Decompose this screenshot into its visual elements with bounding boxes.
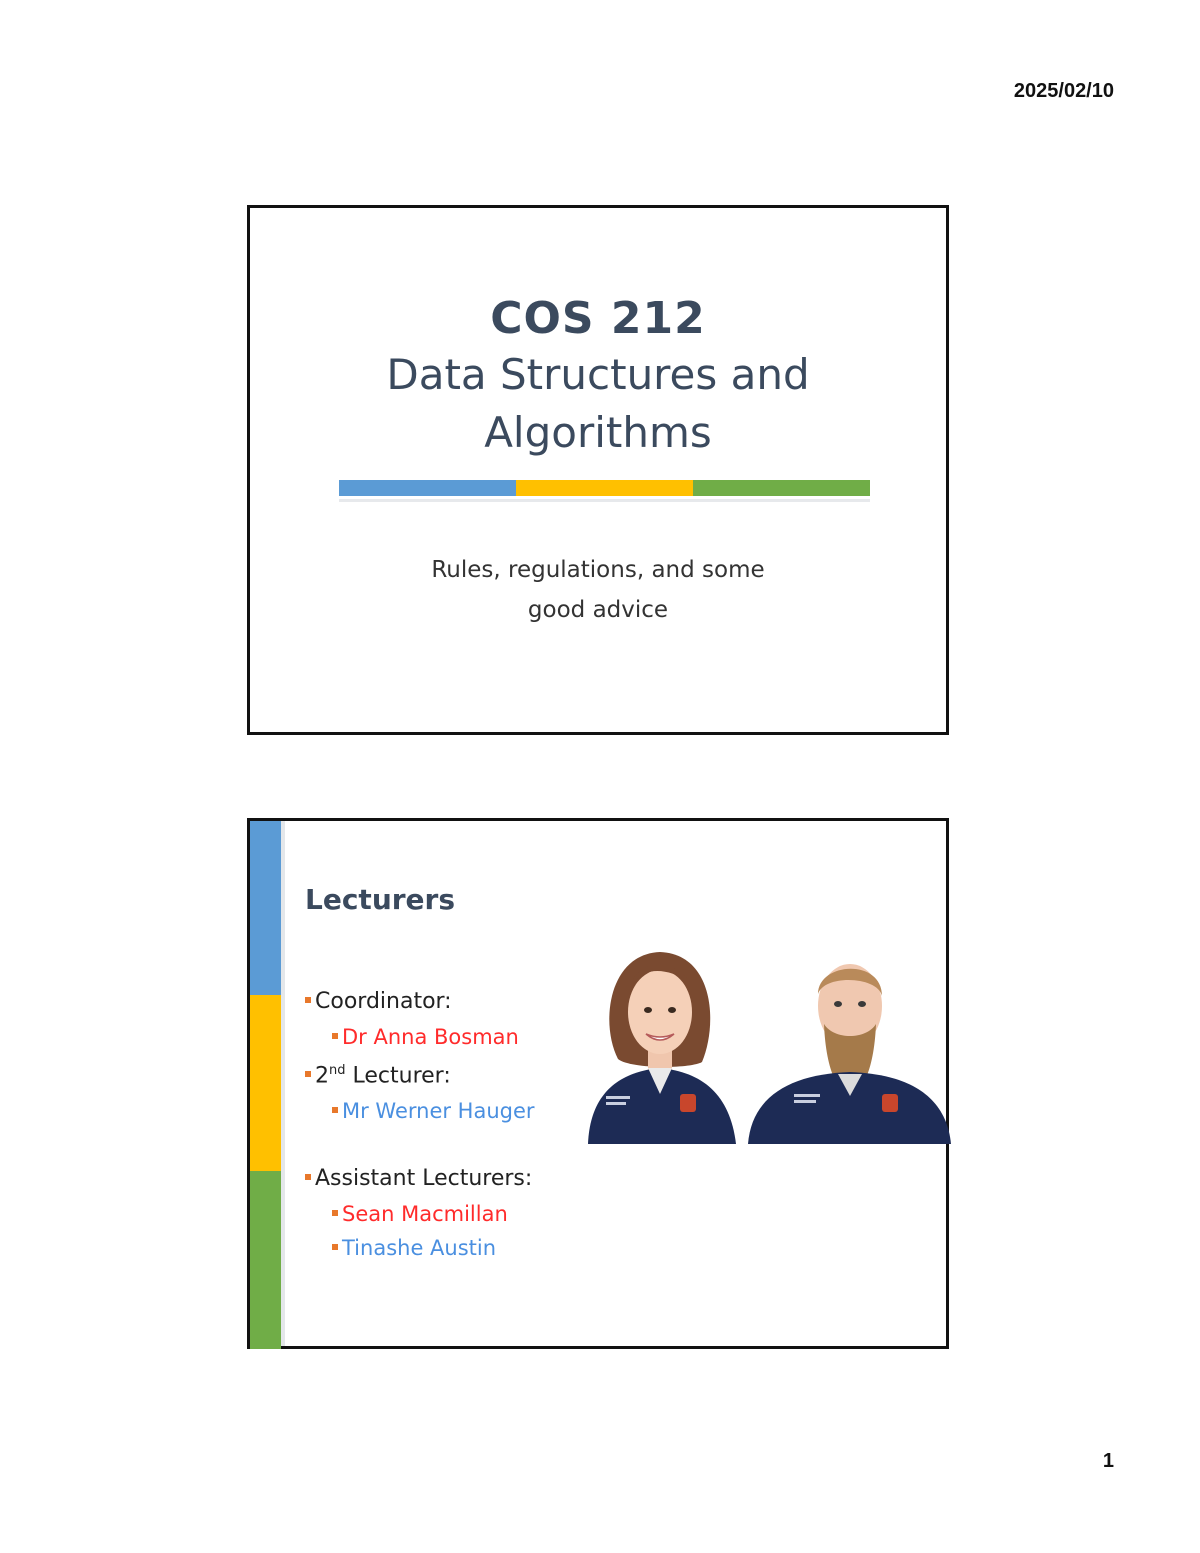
list-item <box>305 1094 535 1129</box>
bullet-square-icon <box>305 1174 311 1180</box>
assistant-lecturer-1: Sean Macmillan <box>342 1201 508 1226</box>
bullet-square-icon <box>305 997 311 1003</box>
second-lecturer-ordinal: nd <box>329 1063 346 1078</box>
list-item <box>305 1020 535 1055</box>
coordinator-label: Coordinator: <box>315 989 452 1014</box>
coordinator-name: Dr Anna Bosman <box>342 1024 519 1049</box>
second-lecturer-prefix: 2 <box>315 1063 329 1089</box>
sidebar-green-segment <box>250 1171 281 1349</box>
tricolor-divider <box>339 480 870 496</box>
list-item <box>305 1231 535 1266</box>
page-date: 2025/02/10 <box>1013 80 1114 102</box>
bullet-square-icon <box>332 1210 338 1216</box>
lecturer-list <box>305 985 535 1266</box>
lecturer-photo-hauger <box>748 944 951 1144</box>
divider-yellow-segment <box>516 480 693 496</box>
list-item <box>305 1054 535 1094</box>
subtitle-line-2: good advice <box>527 597 669 623</box>
bullet-square-icon <box>332 1033 338 1039</box>
assistant-lecturer-2: Tinashe Austin <box>342 1236 497 1261</box>
course-title-line-1: Data Structures and <box>386 350 810 399</box>
bullet-square-icon <box>305 1071 311 1077</box>
lecturer-photo-bosman <box>578 944 741 1144</box>
bullet-square-icon <box>332 1107 338 1113</box>
sidebar-rule <box>281 821 285 1346</box>
second-lecturer-name: Mr Werner Hauger <box>342 1098 535 1123</box>
assistant-lecturers-label: Assistant Lecturers: <box>315 1166 533 1192</box>
page-number: 1 <box>1102 1450 1114 1472</box>
divider-green-segment <box>693 480 870 496</box>
course-title <box>250 346 946 462</box>
slide-heading: Lecturers <box>305 883 456 916</box>
course-title-line-2: Algorithms <box>484 408 712 457</box>
portrait-woman-image <box>578 944 741 1144</box>
list-item <box>305 1197 535 1232</box>
title-slide <box>247 205 949 735</box>
sidebar-blue-segment <box>250 821 281 995</box>
sidebar-yellow-segment <box>250 995 281 1171</box>
list-item <box>305 1162 535 1197</box>
lecturers-slide <box>247 818 949 1349</box>
list-item <box>305 985 535 1020</box>
course-code: COS 212 <box>490 293 706 344</box>
divider-blue-segment <box>339 480 516 496</box>
slide-subtitle <box>250 550 946 630</box>
divider-shadow <box>339 499 870 502</box>
subtitle-line-1: Rules, regulations, and some <box>431 557 765 583</box>
second-lecturer-label: Lecturer: <box>345 1063 451 1089</box>
color-sidebar <box>250 821 281 1346</box>
portrait-man-image <box>748 944 951 1144</box>
bullet-square-icon <box>332 1244 338 1250</box>
